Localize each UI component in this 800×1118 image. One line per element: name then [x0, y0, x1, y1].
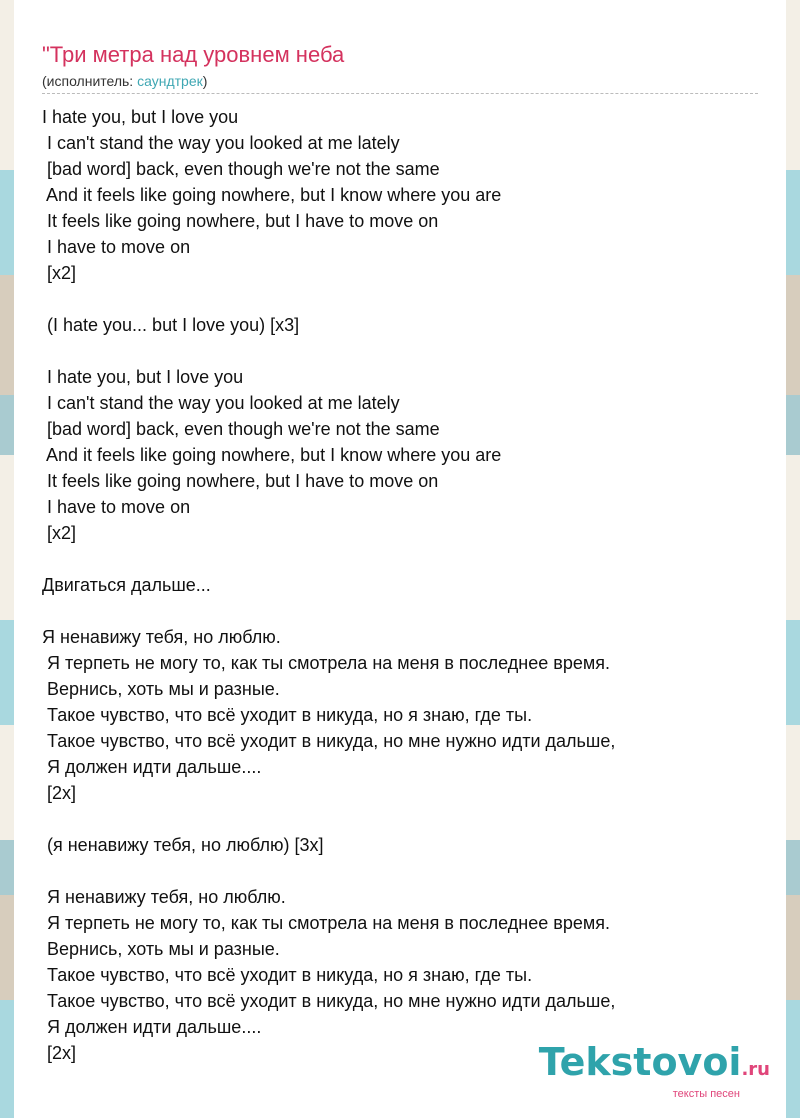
lyric-line: I hate you, but I love you — [42, 107, 239, 127]
lyric-line: (я ненавижу тебя, но люблю) [3x] — [42, 835, 324, 855]
lyric-line: Вернись, хоть мы и разные. — [42, 939, 280, 959]
logo-tld: .ru — [741, 1059, 770, 1080]
lyric-line: (I hate you... but I love you) [x3] — [42, 315, 300, 335]
lyric-line: Я ненавижу тебя, но люблю. — [42, 887, 286, 907]
lyric-line: [x2] — [42, 263, 77, 283]
lyric-line: I have to move on — [42, 237, 191, 257]
lyric-line: Такое чувство, что всё уходит в никуда, но мне нужно идти дальше, — [42, 731, 616, 751]
lyric-line: Я должен идти дальше.... — [42, 757, 262, 777]
lyric-line: Я должен идти дальше.... — [42, 1017, 262, 1037]
lyric-line: I can't stand the way you looked at me lately — [42, 133, 400, 153]
logo-tagline: тексты песен — [672, 1088, 740, 1100]
artist-suffix: ) — [202, 73, 208, 89]
lyric-line: It feels like going nowhere, but I have to move on — [42, 471, 439, 491]
lyric-line — [42, 598, 762, 624]
lyric-line — [42, 286, 762, 312]
song-meta — [42, 71, 758, 91]
artist-prefix: (исполнитель: — [42, 73, 138, 89]
lyric-line: I have to move on — [42, 497, 191, 517]
lyric-line: Двигаться дальше... — [42, 575, 211, 595]
lyric-line: Такое чувство, что всё уходит в никуда, но мне нужно идти дальше, — [42, 991, 616, 1011]
lyric-line: Я терпеть не могу то, как ты смотрела на меня в последнее время. — [42, 653, 610, 673]
lyric-line — [42, 546, 762, 572]
lyric-line: [x2] — [42, 523, 77, 543]
site-logo[interactable] — [539, 1042, 770, 1100]
artist-link[interactable]: саундтрек — [137, 73, 203, 89]
lyrics-body — [42, 104, 762, 1066]
lyric-line: [bad word] back, even though we're not the same — [42, 159, 440, 179]
lyric-line: Я терпеть не могу то, как ты смотрела на меня в последнее время. — [42, 913, 610, 933]
lyric-line — [42, 338, 762, 364]
lyric-line: Такое чувство, что всё уходит в никуда, но я знаю, где ты. — [42, 705, 533, 725]
lyric-line — [42, 806, 762, 832]
lyric-line: It feels like going nowhere, but I have to move on — [42, 211, 439, 231]
lyric-line: I can't stand the way you looked at me lately — [42, 393, 400, 413]
lyric-line: [2x] — [42, 783, 77, 803]
lyric-line: And it feels like going nowhere, but I know where you are — [42, 185, 502, 205]
lyric-line: Вернись, хоть мы и разные. — [42, 679, 280, 699]
lyric-line: [2x] — [42, 1043, 77, 1063]
song-header — [42, 40, 758, 91]
lyric-line — [42, 858, 762, 884]
header-divider — [42, 93, 758, 94]
lyric-line: Я ненавижу тебя, но люблю. — [42, 627, 281, 647]
lyric-line: Такое чувство, что всё уходит в никуда, но я знаю, где ты. — [42, 965, 533, 985]
logo-name: Tekstovoi — [538, 1040, 742, 1084]
song-title: "Три метра над уровнем неба — [42, 42, 345, 67]
lyric-line: [bad word] back, even though we're not the same — [42, 419, 440, 439]
lyric-line: I hate you, but I love you — [42, 367, 244, 387]
lyric-line: And it feels like going nowhere, but I know where you are — [42, 445, 502, 465]
logo-wordmark — [539, 1042, 770, 1090]
